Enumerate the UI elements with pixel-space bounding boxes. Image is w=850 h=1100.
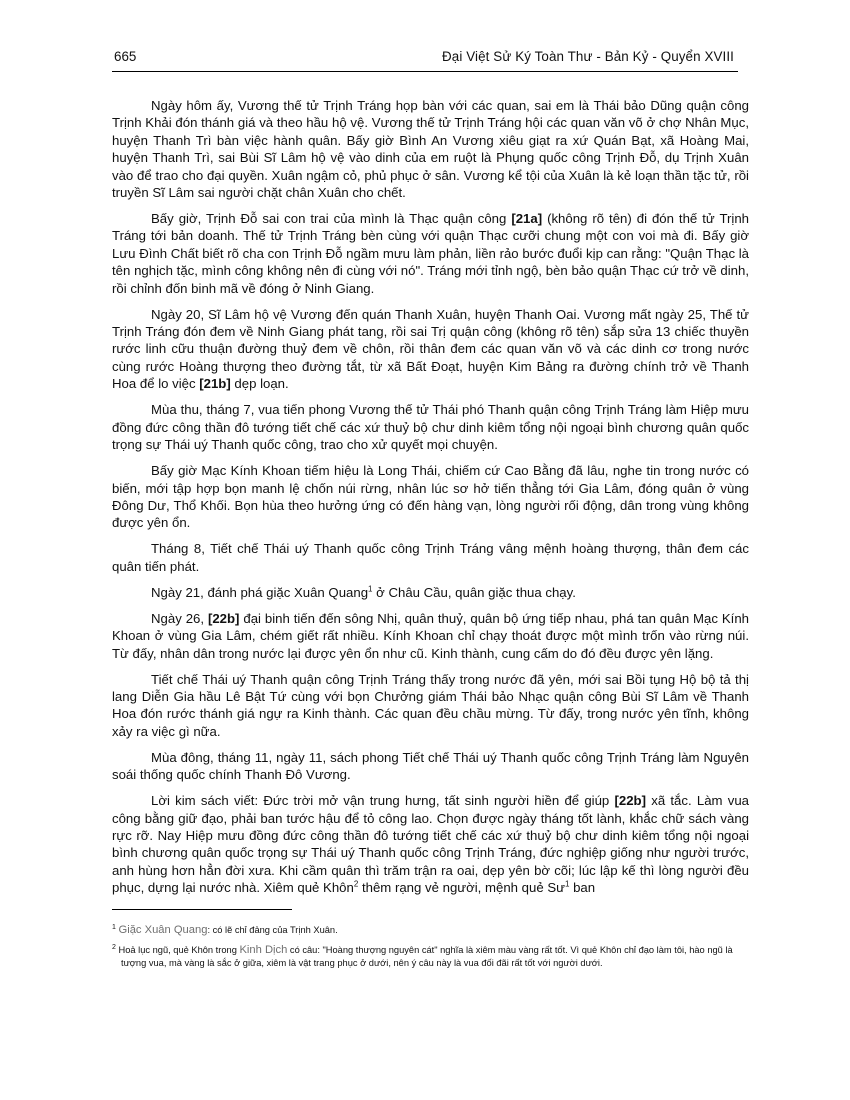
footnote-text: : có lẽ chỉ đảng của Trịnh Xuân. xyxy=(207,925,338,935)
footnote-term: Giặc Xuân Quang xyxy=(118,924,208,936)
body-paragraph xyxy=(112,749,749,784)
page-marker: [22b] xyxy=(207,610,240,626)
paragraph-text: dẹp loạn. xyxy=(230,376,289,392)
paragraph-text: (không rõ tên) đi đón thế tử Trịnh Tráng tới bản doanh. Thế tử Trịnh Tráng bèn cùng với quận Thạc cưỡi chung một con voi mà đi. Bấy giờ Lưu Đình Chất biết rõ cha con Trịnh Đỗ ngầm mưu làm phản, liền rảo bước đuổi kịp can rằng: "Quận Thạc là tên nghịch tặc, mình công không nên đi cùng với nó". Tráng mới tỉnh ngộ, bèn bảo quận Thạc cứ trở về dinh, rồi chỉnh đốn binh mã về đóng ở Ninh Giang. xyxy=(112,211,749,296)
paragraph-text: Ngày 21, đánh phá giặc Xuân Quang xyxy=(151,584,369,600)
footnote-number: 1 xyxy=(112,923,116,931)
body-paragraph xyxy=(112,306,749,393)
footnote-separator xyxy=(112,909,292,910)
paragraph-text: Ngày 26, xyxy=(151,610,208,626)
paragraph-text: Ngày hôm ấy, Vương thế tử Trịnh Tráng họp bàn với các quan, sai em là Thái bảo Dũng quận công Trịnh Khải đón thánh giá và theo hầu hộ vệ. Vương thế tử Trịnh Tráng hội các quan văn võ ở chợ Nhân Mục, huyện Thanh Trì bàn việc hành quân. Bấy giờ Bình An Vương xiêu giạt ra xứ Quán Bạt, xã Hoàng Mai, huyện Thanh Trì, sai Bùi Sĩ Lâm hộ vệ vào dinh của em ruột là Phụng quốc công Trịnh Đỗ, dụ Trịnh Xuân vào để trao cho đại quyền. Xuân ngậm cỏ, phủ phục ở sân. Vương kể tội của Xuân là kẻ loạn thần tặc tử, rồi truyền Sĩ Lâm sai người chặt chân Xuân cho chết. xyxy=(112,98,749,201)
body-paragraph xyxy=(112,671,749,741)
body-paragraph xyxy=(112,97,749,201)
page-header xyxy=(112,49,738,72)
body-paragraph xyxy=(112,792,749,896)
paragraph-text: Lời kim sách viết: Đức trời mở vận trung hưng, tất sinh người hiền để giúp xyxy=(151,793,615,809)
footnote-reference: 1 xyxy=(368,584,373,594)
footnote-reference: 1 xyxy=(564,879,570,889)
paragraph-text: thêm rạng vẻ người, mệnh quẻ Sư xyxy=(358,880,565,896)
body-text xyxy=(112,97,749,905)
footnote-1 xyxy=(112,924,749,936)
footnote-2 xyxy=(112,944,749,969)
paragraph-text: Ngày 20, Sĩ Lâm hộ vệ Vương đến quán Thanh Xuân, huyện Thanh Oai. Vương mất ngày 25, Thế tử Trịnh Tráng đón đem về Ninh Giang phát tang, rồi sai Trị quận công (không rõ tên) sắp sửa 13 chiếc thuyền rước linh cữu thuận đường thuỷ đem về chôn, rồi thân đem các quan văn võ và các dinh cơ trong nước cùng rước Hoàng thượng theo đường tắt, từ xã Bất Đoạt, huyện Kim Bảng ra đường chính trở về Thanh Hoa để lo việc xyxy=(112,306,749,392)
footnote-term: Kinh Dịch xyxy=(239,944,288,957)
paragraph-text: Tháng 8, Tiết chế Thái uý Thanh quốc công Trịnh Tráng vâng mệnh hoàng thượng, thân đem các quân tiến phát. xyxy=(112,541,749,574)
page-marker: [21a] xyxy=(511,211,543,227)
paragraph-text: Mùa thu, tháng 7, vua tiến phong Vương thế tử Thái phó Thanh quận công Trịnh Tráng làm Hiệp mưu đồng đức công thần đô tướng tiết chế các xứ thuỷ bộ chư dinh kiêm tổng nội ngoại bình chương quân quốc trọng sự Thái uý Thanh quốc công, trao cho xử quyết mọi chuyện. xyxy=(112,402,749,453)
paragraph-text: Bấy giờ Mạc Kính Khoan tiếm hiệu là Long Thái, chiếm cứ Cao Bằng đã lâu, nghe tin trong nước có biến, mới tập hợp bọn manh lệ chốn núi rừng, nhân lúc sơ hở tiến thẳng tới Gia Lâm, đóng quân ở vùng Đông Dư, Thổ Khối. Bọn hùa theo hưởng ứng có đến hàng vạn, lòng người rối động, dân trong vùng không được yên ổn. xyxy=(112,463,749,531)
page-marker: [21b] xyxy=(199,376,231,392)
body-paragraph xyxy=(112,610,749,662)
footnotes xyxy=(112,924,749,977)
body-paragraph xyxy=(112,584,749,601)
body-paragraph xyxy=(112,401,749,453)
paragraph-text: xã tắc. Làm vua công bằng giữ đạo, phải ban tước hậu để tỏ công lao. Chọn được ngày tháng tốt lành, khắc chữ sách vàng rực rỡ. Nay Hiệp mưu đồng đức công thần đô tướng tiết chế các xứ thuỷ bộ chư dinh kiêm tổng nội ngoại bình chương quân quốc trọng sự Thái uý Thanh quốc công Trịnh Tráng, đức nghiệp giống như người trước, anh hùng hơn hẳn đời xưa. Khi cầm quân thì trăm trận ra oai, dẹp yên bờ cõi; lúc lập kế thì lòng người đều phục, dựng lại nước nhà. Xiêm quẻ Khôn xyxy=(112,793,749,896)
footnote-reference: 2 xyxy=(353,879,359,889)
footnote-lead: Hoả lục ngũ, quẻ Khôn trong xyxy=(118,945,240,956)
paragraph-text: Mùa đông, tháng 11, ngày 11, sách phong Tiết chế Thái uý Thanh quốc công Trịnh Tráng làm Nguyên soái thống quốc chính Thanh Đô Vương. xyxy=(112,749,749,783)
paragraph-text: Tiết chế Thái uý Thanh quận công Trịnh Tráng thấy trong nước đã yên, mới sai Bồi tụng Hộ bộ tả thị lang Diễn Gia hầu Lê Bật Tứ cùng với bọn Chưởng giám Thái bảo Nhạc quận công Bùi Sĩ Lâm về Thanh Hoa đón rước thánh giá ngự ra Kinh thành. Các quan đều chầu mừng. Từ đấy, trong nước yên tĩnh, không xảy ra việc gì nữa. xyxy=(112,671,749,739)
running-title: Đại Việt Sử Ký Toàn Thư - Bản Kỷ - Quyển XVIII xyxy=(442,49,734,64)
body-paragraph xyxy=(112,210,749,297)
paragraph-text: đại binh tiến đến sông Nhị, quân thuỷ, quân bộ ứng tiếp nhau, phá tan quân Mạc Kính Khoan ở vùng Gia Lâm, chém giết rất nhiều. Kính Khoan chỉ chạy thoát được một mình trốn vào rừng núi. Từ đấy, nhân dân trong nước lại được yên ổn như cũ. Kinh thành, cung cấm do đó đều được yên lặng. xyxy=(112,610,749,661)
paragraph-text: ban xyxy=(569,880,596,896)
page-number: 665 xyxy=(114,49,137,64)
body-paragraph xyxy=(112,462,749,532)
footnote-text: có câu: "Hoàng thượng nguyên cát" nghĩa là xiêm màu vàng rất tốt. Vì quẻ Khôn chỉ đạo làm tôi, hào ngũ là tượng vua, mà vàng là sắc ở giữa, xiêm là vật trang phục ở dưới, nên ý câu này là vua đối đãi rất tốt với người dưới. xyxy=(121,945,733,968)
footnote-number: 2 xyxy=(112,944,116,952)
page-marker: [22b] xyxy=(614,793,647,809)
paragraph-text: ở Châu Cầu, quân giặc thua chạy. xyxy=(372,584,576,600)
body-paragraph xyxy=(112,540,749,575)
paragraph-text: Bấy giờ, Trịnh Đỗ sai con trai của mình là Thạc quận công xyxy=(151,211,512,227)
